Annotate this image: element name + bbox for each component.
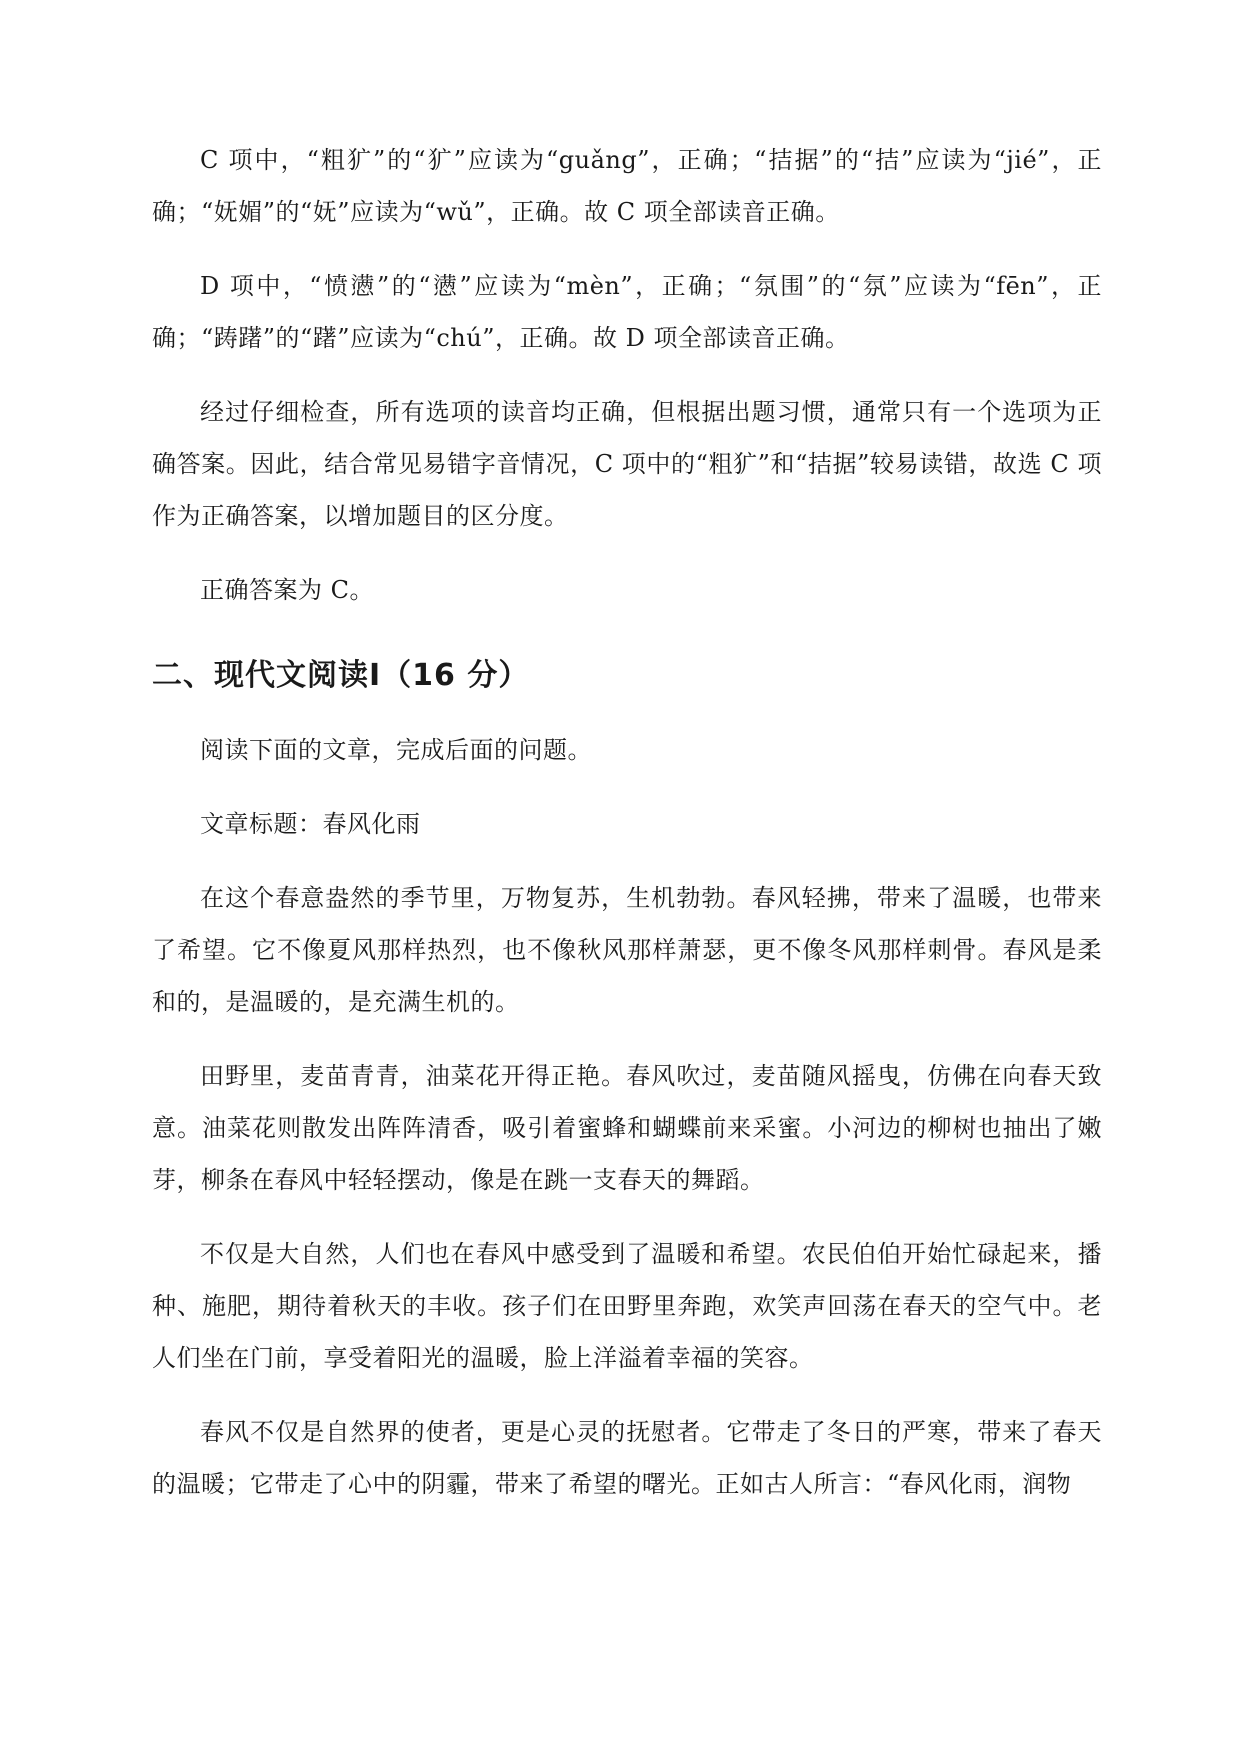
- paragraph-option-d: D 项中，“愤懑”的“懑”应读为“mèn”，正确；“氛围”的“氛”应读为“fēn”，正确；“踌躇”的“躇”应读为“chú”，正确。故 D 项全部读音正确。: [152, 272, 1102, 352]
- paragraph-analysis: 经过仔细检查，所有选项的读音均正确，但根据出题习惯，通常只有一个选项为正确答案。因此，结合常见易错字音情况，C 项中的“粗犷”和“拮据”较易读错，故选 C 项作为正确答案，以增加题目的区分度。: [152, 398, 1102, 530]
- paragraph-article-3: 不仅是大自然，人们也在春风中感受到了温暖和希望。农民伯伯开始忙碌起来，播种、施肥，期待着秋天的丰收。孩子们在田野里奔跑，欢笑声回荡在春天的空气中。老人们坐在门前，享受着阳光的温暖，脸上洋溢着幸福的笑容。: [152, 1240, 1102, 1372]
- paragraph-article-2: 田野里，麦苗青青，油菜花开得正艳。春风吹过，麦苗随风摇曳，仿佛在向春天致意。油菜花则散发出阵阵清香，吸引着蜜蜂和蝴蝶前来采蜜。小河边的柳树也抽出了嫩芽，柳条在春风中轻轻摆动，像是在跳一支春天的舞蹈。: [152, 1062, 1102, 1194]
- paragraph-option-c: C 项中，“粗犷”的“犷”应读为“guǎng”，正确；“拮据”的“拮”应读为“jié”，正确；“妩媚”的“妩”应读为“wǔ”，正确。故 C 项全部读音正确。: [152, 146, 1102, 226]
- paragraph-article-4: 春风不仅是自然界的使者，更是心灵的抚慰者。它带走了冬日的严寒，带来了春天的温暖；它带走了心中的阴霾，带来了希望的曙光。正如古人所言：“春风化雨，润物: [152, 1418, 1102, 1498]
- paragraph-article-title: 文章标题：春风化雨: [200, 810, 421, 838]
- section-heading: 二、现代文阅读Ⅰ（16 分）: [152, 658, 530, 693]
- paragraph-article-1: 在这个春意盎然的季节里，万物复苏，生机勃勃。春风轻拂，带来了温暖，也带来了希望。它不像夏风那样热烈，也不像秋风那样萧瑟，更不像冬风那样刺骨。春风是柔和的，是温暖的，是充满生机的。: [152, 884, 1102, 1016]
- paragraph-instruction: 阅读下面的文章，完成后面的问题。: [200, 736, 592, 764]
- document-body: [152, 134, 1102, 1532]
- paragraph-answer: 正确答案为 C。: [200, 576, 374, 604]
